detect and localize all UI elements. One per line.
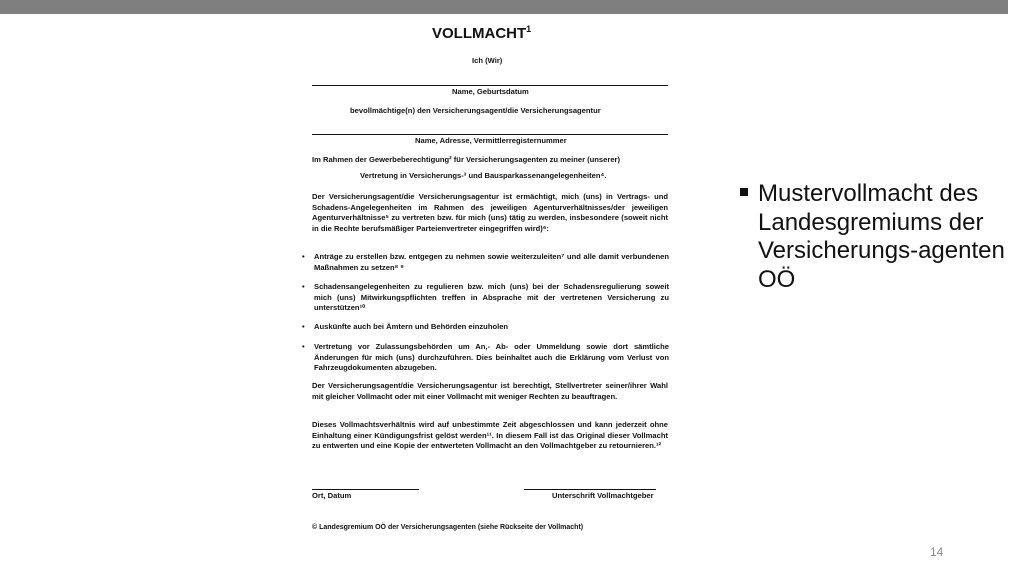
signature-label: Unterschrift Vollmachtgeber bbox=[552, 491, 654, 500]
place-date-label: Ort, Datum bbox=[312, 491, 352, 500]
page-number: 14 bbox=[930, 545, 944, 559]
paragraph-3: Dieses Vollmachtsverhältnis wird auf unbestimmte Zeit abgeschlossen und kann jederzeit ohne Einhaltung einer Kündigungsfrist gelöst werden¹¹. In diesem Fall ist das Original dieser Vollmacht zu entwerten und eine Kopie der entwerteten Vollmacht an den Vollmachtgeber zu retournieren.¹² bbox=[312, 420, 668, 450]
slide-bullet-text: Mustervollmacht des Landesgremiums der Versicherungs-agenten OÖ bbox=[758, 180, 1005, 293]
paragraph-1: Der Versicherungsagent/die Versicherungsagentur ist ermächtigt, mich (uns) in Vertrags- und Schadens-Angelegenheiten im Rahmen des jeweiligen Agenturverhältnisses/der jeweiligen Agenturverhältnisse⁵ zu vertreten bzw. für mich (uns) tätig zu werden, insbesondere (soweit nicht in die Rechte berufsmäßiger Parteienvertreter eingegriffen wird)⁶: bbox=[312, 192, 668, 233]
list-item: Schadensangelegenheiten zu regulieren bzw. mich (uns) bei der Schadensregulierung soweit mich (uns) Mitwirkungspflichten treffen in Absprache mit der vertretenen Versicherung zu unterstützen¹⁰ bbox=[314, 282, 669, 312]
top-bar bbox=[0, 0, 1008, 14]
bullet-square-icon bbox=[740, 188, 748, 196]
agent-line bbox=[312, 134, 668, 135]
authorize-line: bevollmächtige(n) den Versicherungsagent/die Versicherungsagentur bbox=[350, 106, 601, 115]
bullet-mark: • bbox=[302, 252, 305, 261]
bullet-mark: • bbox=[302, 282, 305, 291]
bullet-mark: • bbox=[302, 322, 305, 331]
list-item: Vertretung vor Zulassungsbehörden um An,- Ab- oder Ummeldung sowie dort sämtliche Änderungen für mich (uns) durchzuführen. Dies beinhaltet auch die Erklärung vom Verlust von Fahrzeugdokumenten abzugeben. bbox=[314, 342, 669, 372]
document-title: VOLLMACHT$^1$ bbox=[432, 24, 532, 42]
signature-line-right bbox=[524, 489, 656, 490]
scope-line-2: Vertretung in Versicherungs-³ und Bausparkassenangelegenheiten⁴. bbox=[360, 171, 607, 180]
document-footer: © Landesgremium OÖ der Versicherungsagenten (siehe Rückseite der Vollmacht) bbox=[312, 524, 584, 531]
list-item: Anträge zu erstellen bzw. entgegen zu nehmen sowie weiterzuleiten⁷ und alle damit verbundenen Maßnahmen zu setzen⁸ ⁹ bbox=[314, 252, 669, 272]
scope-line-1: Im Rahmen der Gewerbeberechtigung² für Versicherungsagenten zu meiner (unserer) bbox=[312, 155, 621, 164]
name-line-label: Name, Geburtsdatum bbox=[452, 87, 529, 96]
name-line bbox=[312, 85, 668, 86]
agent-line-label: Name, Adresse, Vermittlerregisternummer bbox=[415, 136, 567, 145]
document-subtitle: Ich (Wir) bbox=[472, 56, 503, 65]
signature-line-left bbox=[312, 489, 419, 490]
bullet-mark: • bbox=[302, 342, 305, 351]
list-item: Auskünfte auch bei Ämtern und Behörden einzuholen bbox=[314, 322, 509, 331]
document-image bbox=[300, 20, 672, 540]
paragraph-2: Der Versicherungsagent/die Versicherungsagentur ist berechtigt, Stellvertreter seiner/ihrer Wahl mit gleicher Vollmacht oder mit einer Vollmacht mit weniger Rechten zu beauftragen. bbox=[312, 381, 668, 401]
